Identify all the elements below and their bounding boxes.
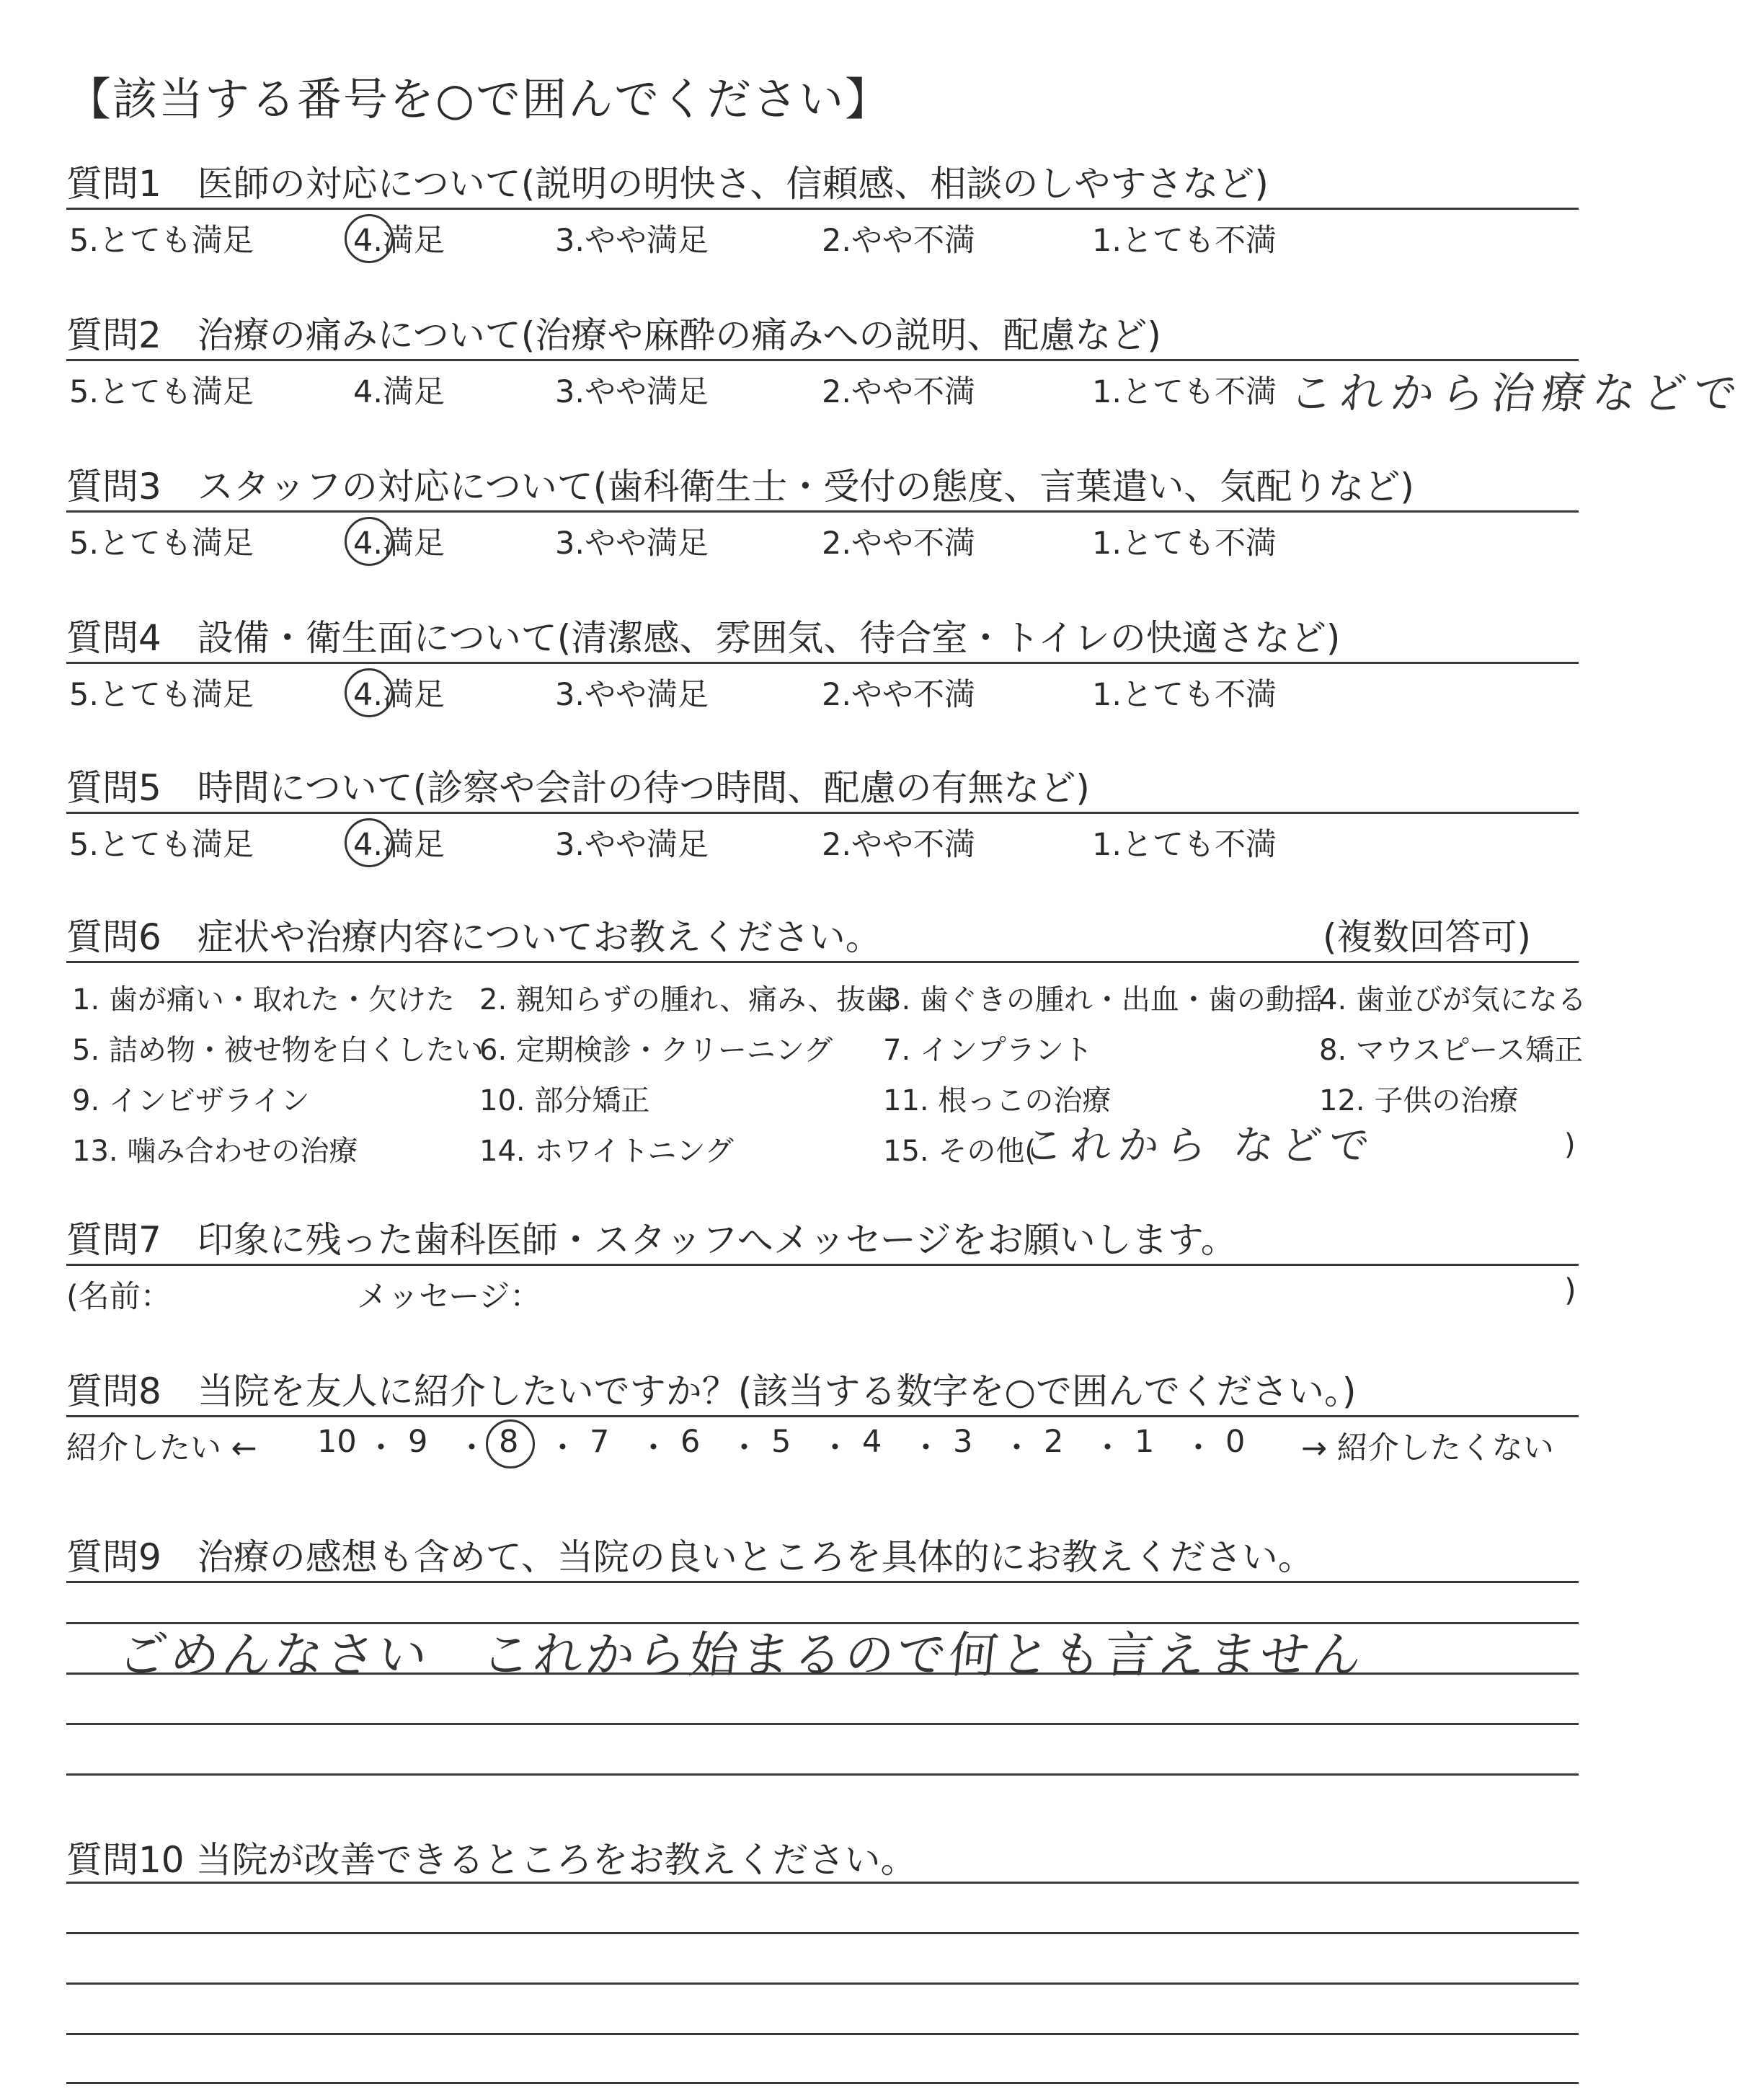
q6-option-9[interactable]: 9. インビザライン bbox=[72, 1084, 310, 1117]
q8-left-label: 紹介したい ← bbox=[66, 1430, 257, 1466]
q8-scale-3[interactable]: 3 bbox=[953, 1424, 973, 1460]
q6-option-1[interactable]: 1. 歯が痛い・取れた・欠けた bbox=[72, 983, 455, 1016]
q8-scale-4[interactable]: 4 bbox=[862, 1424, 882, 1460]
q6-option-4[interactable]: 4. 歯並びが気になる bbox=[1319, 983, 1587, 1016]
q8-scale-separator: ・ bbox=[638, 1430, 669, 1466]
q7-message-label: メッセージ： bbox=[357, 1279, 541, 1315]
q3-option-4[interactable]: 4.満足 bbox=[353, 526, 445, 562]
q4-option-3[interactable]: 3.やや満足 bbox=[555, 677, 709, 713]
q7-close-paren: ) bbox=[1564, 1272, 1576, 1308]
question-7-rule bbox=[66, 1264, 1579, 1266]
q6-option-3[interactable]: 3. 歯ぐきの腫れ・出血・歯の動揺 bbox=[883, 983, 1323, 1016]
q5-option-4[interactable]: 4.満足 bbox=[353, 827, 445, 863]
q1-option-2[interactable]: 2.やや不満 bbox=[822, 223, 976, 259]
q7-name-label: (名前： bbox=[66, 1279, 172, 1315]
q8-scale-2[interactable]: 2 bbox=[1044, 1424, 1064, 1460]
q1-option-4[interactable]: 4.満足 bbox=[353, 223, 445, 259]
q8-scale-separator: ・ bbox=[1001, 1430, 1032, 1466]
q8-scale-7[interactable]: 7 bbox=[590, 1424, 610, 1460]
q2-option-4[interactable]: 4.満足 bbox=[353, 374, 445, 410]
q1-option-5[interactable]: 5.とても満足 bbox=[69, 223, 254, 259]
question-8-rule bbox=[66, 1415, 1579, 1417]
q6-option-2[interactable]: 2. 親知らずの腫れ、痛み、抜歯 bbox=[479, 983, 895, 1016]
q9-answer-line-4 bbox=[66, 1773, 1579, 1776]
q2-option-1[interactable]: 1.とても不満 bbox=[1092, 374, 1277, 410]
question-1-text: 質問1 医師の対応について(説明の明快さ、信頼感、相談のしやすさなど) bbox=[66, 163, 1269, 205]
page-title: 【該当する番号を○で囲んでください】 bbox=[66, 73, 892, 125]
question-1-rule bbox=[66, 208, 1579, 210]
q8-scale-0[interactable]: 0 bbox=[1225, 1424, 1246, 1460]
q4-option-5[interactable]: 5.とても満足 bbox=[69, 677, 254, 713]
q3-selection-circle bbox=[345, 517, 394, 566]
q6-option-13[interactable]: 13. 噛み合わせの治療 bbox=[72, 1135, 358, 1168]
q4-selection-circle bbox=[345, 668, 394, 717]
q2-option-5[interactable]: 5.とても満足 bbox=[69, 374, 254, 410]
q10-answer-line-2 bbox=[66, 1932, 1579, 1934]
q2-option-2[interactable]: 2.やや不満 bbox=[822, 374, 976, 410]
question-6-note: (複数回答可) bbox=[1323, 916, 1532, 958]
q6-option-8[interactable]: 8. マウスピース矯正 bbox=[1319, 1034, 1584, 1067]
q3-option-3[interactable]: 3.やや満足 bbox=[555, 526, 709, 562]
question-3-rule bbox=[66, 510, 1579, 513]
q8-scale-separator: ・ bbox=[1092, 1430, 1123, 1466]
q6-option-11[interactable]: 11. 根っこの治療 bbox=[883, 1084, 1112, 1117]
q8-scale-1[interactable]: 1 bbox=[1135, 1424, 1155, 1460]
q10-answer-line-4 bbox=[66, 2033, 1579, 2035]
q6-option-12[interactable]: 12. 子供の治療 bbox=[1319, 1084, 1519, 1117]
q6-option-14[interactable]: 14. ホワイトニング bbox=[479, 1135, 734, 1168]
q10-answer-line-1 bbox=[66, 1882, 1579, 1884]
q2-handwritten-note: これから治療などで bbox=[1287, 368, 1747, 419]
q4-option-4[interactable]: 4.満足 bbox=[353, 677, 445, 713]
question-9-text: 質問9 治療の感想も含めて、当院の良いところを具体的にお教えください。 bbox=[66, 1536, 1314, 1578]
question-5-rule bbox=[66, 812, 1579, 814]
q6-option-15[interactable]: 15. その他( bbox=[883, 1135, 1036, 1168]
q4-option-2[interactable]: 2.やや不満 bbox=[822, 677, 976, 713]
q8-scale-separator: ・ bbox=[1183, 1430, 1214, 1466]
q9-handwritten-answer: ごめんなさい これから始まるので何とも言えません bbox=[115, 1627, 1367, 1684]
q10-answer-line-5 bbox=[66, 2082, 1579, 2084]
question-8-text: 質問8 当院を友人に紹介したいですか？(該当する数字を○で囲んでください。) bbox=[66, 1370, 1357, 1412]
question-4-text: 質問4 設備・衛生面について(清潔感、雰囲気、待合室・トイレの快適さなど) bbox=[66, 617, 1341, 659]
q2-option-3[interactable]: 3.やや満足 bbox=[555, 374, 709, 410]
q1-selection-circle bbox=[345, 214, 394, 263]
q6-option-7[interactable]: 7. インプラント bbox=[883, 1034, 1093, 1067]
question-9-rule bbox=[66, 1581, 1579, 1583]
q3-option-1[interactable]: 1.とても不満 bbox=[1092, 526, 1277, 562]
q5-selection-circle bbox=[345, 818, 394, 867]
q8-selection-circle bbox=[486, 1419, 535, 1468]
question-5-text: 質問5 時間について(診察や会計の待つ時間、配慮の有無など) bbox=[66, 767, 1090, 809]
q3-option-5[interactable]: 5.とても満足 bbox=[69, 526, 254, 562]
q10-answer-line-3 bbox=[66, 1982, 1579, 1985]
question-7-text: 質問7 印象に残った歯科医師・スタッフへメッセージをお願いします。 bbox=[66, 1219, 1237, 1261]
q5-option-5[interactable]: 5.とても満足 bbox=[69, 827, 254, 863]
q5-option-3[interactable]: 3.やや満足 bbox=[555, 827, 709, 863]
q9-answer-line-2 bbox=[66, 1673, 1579, 1675]
question-10-text: 質問10 当院が改善できるところをお教えください。 bbox=[66, 1839, 917, 1881]
q8-scale-8[interactable]: 8 bbox=[499, 1424, 519, 1460]
question-3-text: 質問3 スタッフの対応について(歯科衛生士・受付の態度、言葉遣い、気配りなど) bbox=[66, 466, 1414, 508]
q5-option-2[interactable]: 2.やや不満 bbox=[822, 827, 976, 863]
question-6-text: 質問6 症状や治療内容についてお教えください。 bbox=[66, 916, 882, 958]
q8-scale-separator: ・ bbox=[365, 1430, 396, 1466]
q9-answer-line-3 bbox=[66, 1723, 1579, 1725]
question-6-rule bbox=[66, 961, 1579, 963]
q6-other-handwritten: これから などで bbox=[1021, 1122, 1379, 1169]
q6-option-6[interactable]: 6. 定期検診・クリーニング bbox=[479, 1034, 833, 1067]
q8-scale-10[interactable]: 10 bbox=[317, 1424, 357, 1460]
q6-option-10[interactable]: 10. 部分矯正 bbox=[479, 1084, 650, 1117]
q1-option-3[interactable]: 3.やや満足 bbox=[555, 223, 709, 259]
q4-option-1[interactable]: 1.とても不満 bbox=[1092, 677, 1277, 713]
q8-scale-separator: ・ bbox=[729, 1430, 760, 1466]
question-2-text: 質問2 治療の痛みについて(治療や麻酔の痛みへの説明、配慮など) bbox=[66, 314, 1161, 356]
q3-option-2[interactable]: 2.やや不満 bbox=[822, 526, 976, 562]
q6-other-close-paren: ) bbox=[1564, 1128, 1576, 1161]
question-4-rule bbox=[66, 662, 1579, 664]
q8-scale-separator: ・ bbox=[456, 1430, 487, 1466]
q1-option-1[interactable]: 1.とても不満 bbox=[1092, 223, 1277, 259]
q8-scale-separator: ・ bbox=[820, 1430, 851, 1466]
q8-scale-separator: ・ bbox=[547, 1430, 578, 1466]
q8-right-label: → 紹介したくない bbox=[1301, 1430, 1554, 1466]
q6-option-5[interactable]: 5. 詰め物・被せ物を白くしたい bbox=[72, 1034, 484, 1067]
q8-scale-6[interactable]: 6 bbox=[680, 1424, 701, 1460]
q8-scale-5[interactable]: 5 bbox=[771, 1424, 791, 1460]
q5-option-1[interactable]: 1.とても不満 bbox=[1092, 827, 1277, 863]
q8-scale-9[interactable]: 9 bbox=[408, 1424, 428, 1460]
q8-scale-separator: ・ bbox=[910, 1430, 941, 1466]
